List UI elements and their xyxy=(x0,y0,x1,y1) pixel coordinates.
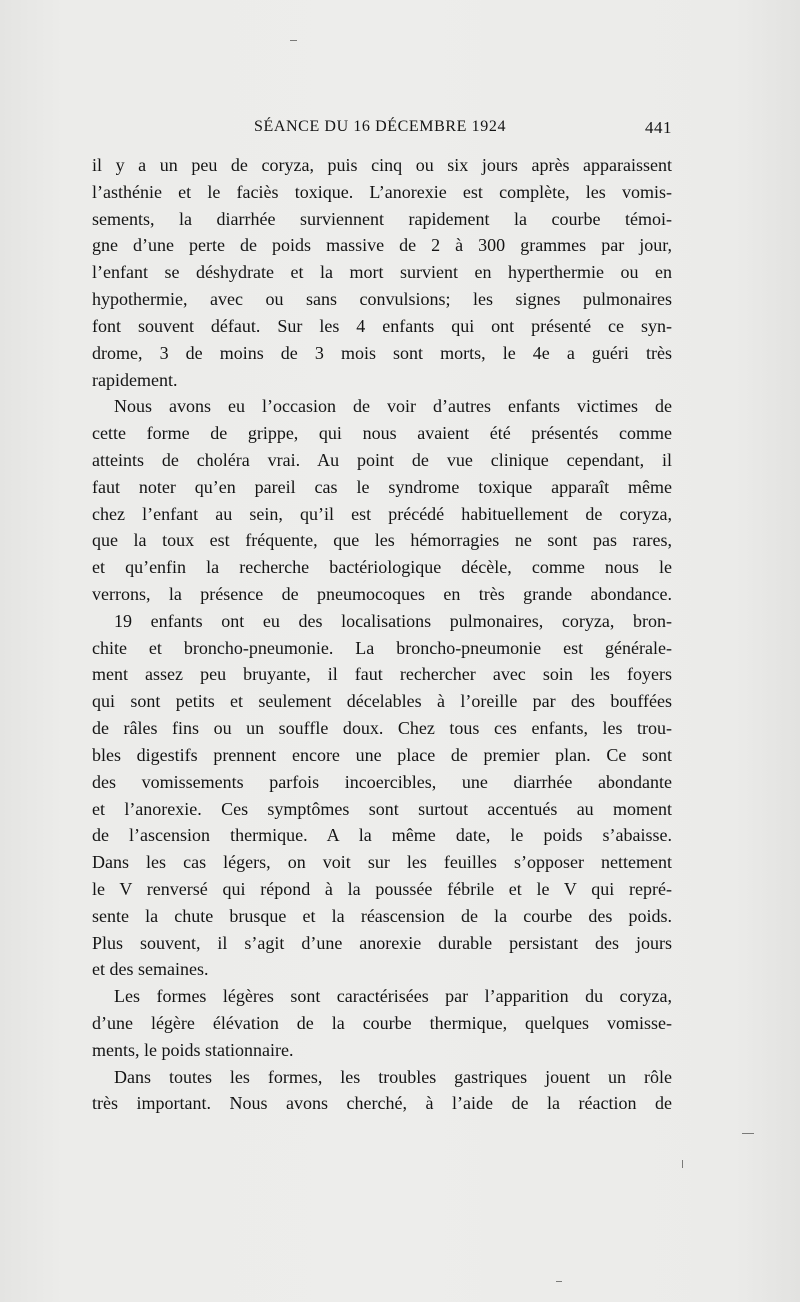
text-line: font souvent défaut. Sur les 4 enfants qui ont présenté ce syn- xyxy=(92,315,672,336)
text-line: gne d’une perte de poids massive de 2 à 300 grammes par jour, xyxy=(92,235,672,256)
paper-speck xyxy=(556,1281,562,1282)
paper-speck xyxy=(682,1160,683,1168)
text-line: d’une légère élévation de la courbe thermique, quelques vomisse- xyxy=(92,1013,672,1033)
text-line: rapidement. xyxy=(92,369,178,390)
text-line: chez l’enfant au sein, qu’il est précédé habituellement de coryza, xyxy=(92,503,672,524)
text-line: que la toux est fréquente, que les hémorragies ne sont pas rares, xyxy=(92,530,672,551)
running-head: SÉANCE DU 16 DÉCEMBRE 1924 xyxy=(254,118,507,135)
text-line: hypothermie, avec ou sans convulsions; les signes pulmonaires xyxy=(92,289,672,310)
text-line: qui sont petits et seulement décelables à l’oreille par des bouffées xyxy=(92,691,672,712)
text-line: verrons, la présence de pneumocoques en très grande abondance. xyxy=(92,584,672,604)
text-line: chite et broncho-pneumonie. La broncho-pneumonie est générale- xyxy=(92,637,672,658)
text-line: Les formes légères sont caractérisées par l’apparition du coryza, xyxy=(114,986,672,1007)
text-line: Dans les cas légers, on voit sur les feuilles s’opposer nettement xyxy=(92,852,672,873)
text-line: de l’ascension thermique. A la même date, le poids s’abaisse. xyxy=(92,825,672,846)
text-line: ments, le poids stationnaire. xyxy=(92,1039,294,1060)
page-header xyxy=(92,118,676,142)
text-line: faut noter qu’en pareil cas le syndrome toxique apparaît même xyxy=(92,476,672,497)
text-line: des vomissements parfois incoercibles, une diarrhée abondante xyxy=(92,771,672,792)
text-line: de râles fins ou un souffle doux. Chez tous ces enfants, les trou- xyxy=(92,718,672,739)
page-number: 441 xyxy=(645,118,672,137)
text-line: et qu’enfin la recherche bactériologique décèle, comme nous le xyxy=(92,557,672,578)
text-line: atteints de choléra vrai. Au point de vue clinique cependant, il xyxy=(92,449,672,470)
text-line: très important. Nous avons cherché, à l’aide de la réaction de xyxy=(92,1093,672,1114)
text-line: l’asthénie et le faciès toxique. L’anorexie est complète, les vomis- xyxy=(92,181,672,202)
text-line: l’enfant se déshydrate et la mort survient en hyperthermie ou en xyxy=(92,262,672,283)
paper-speck xyxy=(290,40,297,41)
body-text xyxy=(92,152,672,1117)
text-line: sements, la diarrhée surviennent rapidement la courbe témoi- xyxy=(92,208,672,229)
text-line: le V renversé qui répond à la poussée fébrile et le V qui repré- xyxy=(92,878,672,899)
text-line: Dans toutes les formes, les troubles gastriques jouent un rôle xyxy=(114,1066,672,1087)
text-line: cette forme de grippe, qui nous avaient été présentés comme xyxy=(92,423,672,444)
text-line: bles digestifs prennent encore une place de premier plan. Ce sont xyxy=(92,744,672,765)
text-line: et l’anorexie. Ces symptômes sont surtout accentués au moment xyxy=(92,798,672,819)
text-line: Nous avons eu l’occasion de voir d’autres enfants victimes de xyxy=(114,396,672,417)
text-line: il y a un peu de coryza, puis cinq ou six jours après apparaissent xyxy=(92,155,672,175)
text-line: 19 enfants ont eu des localisations pulmonaires, coryza, bron- xyxy=(114,610,672,631)
text-line: drome, 3 de moins de 3 mois sont morts, le 4e a guéri très xyxy=(92,342,672,363)
text-line: ment assez peu bruyante, il faut rechercher avec soin les foyers xyxy=(92,664,672,685)
text-line: Plus souvent, il s’agit d’une anorexie durable persistant des jours xyxy=(92,932,672,953)
text-line: sente la chute brusque et la réascension de la courbe des poids. xyxy=(92,905,672,926)
text-line: et des semaines. xyxy=(92,959,209,980)
paper-speck xyxy=(742,1133,754,1134)
